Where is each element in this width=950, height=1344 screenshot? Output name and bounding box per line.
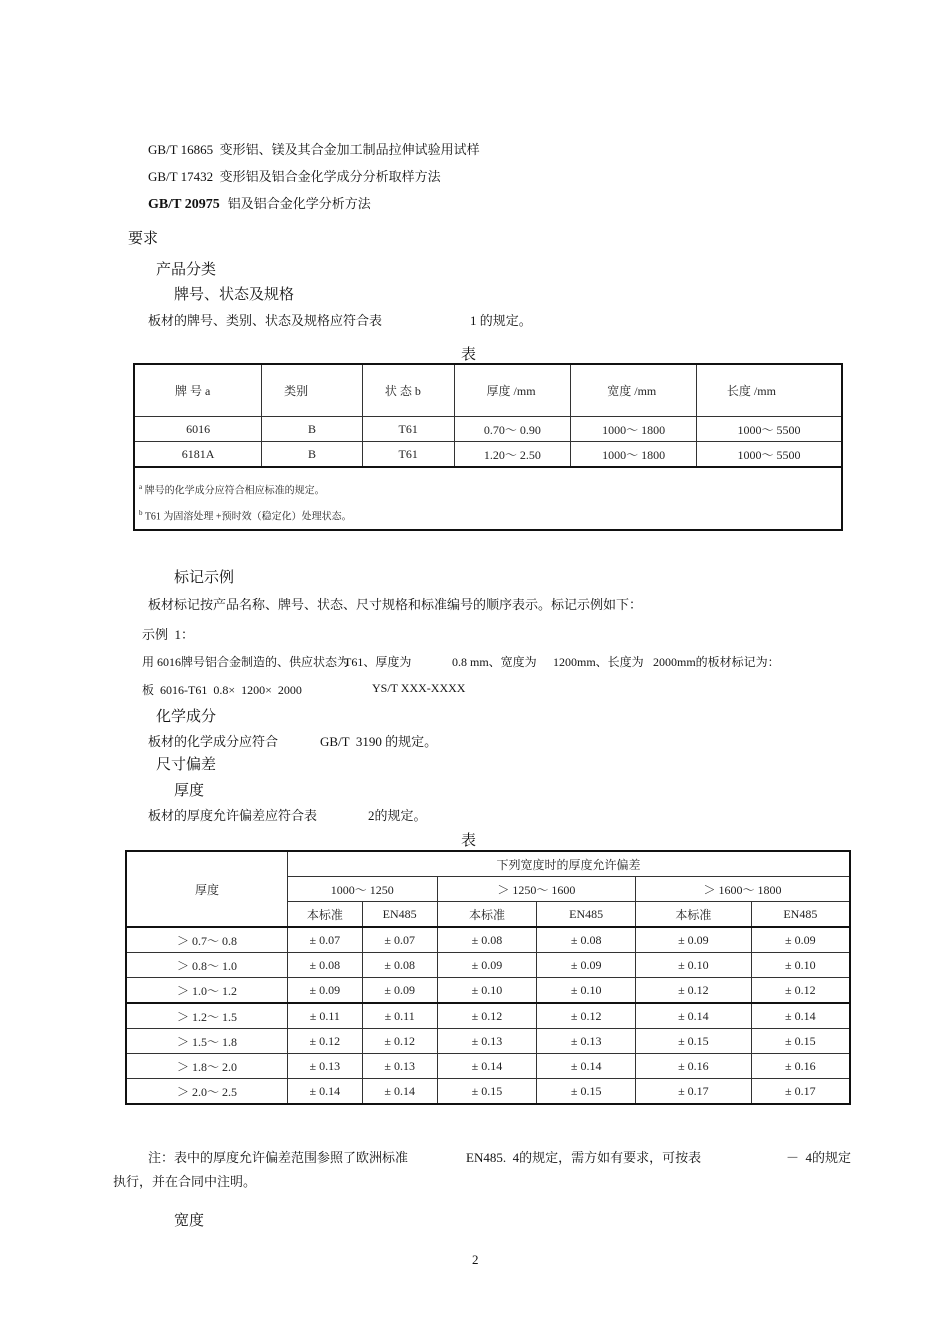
cell: ± 0.14 [537, 1054, 636, 1079]
thick-sentence-a: 板材的厚度允许偏差应符合表 [148, 808, 318, 823]
cell: ± 0.10 [636, 953, 752, 978]
heading-dimension: 尺寸偏差 [156, 755, 217, 773]
example-label: 示例 1： [142, 627, 195, 642]
cell: ＞ 0.8～ 1.0 [126, 953, 287, 978]
table-row [126, 927, 850, 953]
table-header-row [134, 364, 842, 417]
cell: ± 0.14 [362, 1079, 437, 1105]
table1-caption: 表 [461, 345, 477, 363]
heading-classification: 产品分类 [156, 260, 217, 278]
heading-requirements: 要求 [128, 229, 159, 247]
example-mark-a: 板 6016-T61 0.8× 1200× 2000 [142, 683, 302, 697]
cell: 6181A [134, 442, 262, 468]
cell: ± 0.13 [287, 1054, 362, 1079]
header-width: 宽度 /mm [571, 364, 697, 417]
example-c: 0.8 mm、宽度为 [452, 655, 537, 669]
header-grade: 牌 号 a [134, 364, 262, 417]
marking-sentence: 板材标记按产品名称、牌号、状态、尺寸规格和标准编号的顺序表示。标记示例如下： [148, 597, 643, 612]
example-b: T61、厚度为 [344, 655, 412, 669]
cell: ± 0.07 [287, 927, 362, 953]
cell: ± 0.08 [537, 927, 636, 953]
cell: ＞ 1.0～ 1.2 [126, 978, 287, 1004]
header-sub: 本标准 [287, 902, 362, 928]
cell: ± 0.10 [537, 978, 636, 1004]
grade-sentence-b: 1 的规定。 [470, 313, 532, 328]
cell: ± 0.15 [636, 1029, 752, 1054]
table-row [126, 1079, 850, 1105]
cell: 6016 [134, 417, 262, 442]
heading-thickness: 厚度 [174, 781, 205, 799]
cell: ± 0.07 [362, 927, 437, 953]
heading-width: 宽度 [174, 1211, 205, 1229]
example-e: 2000mm的板材标记为： [653, 655, 780, 669]
cell: T61 [362, 417, 454, 442]
grade-sentence-a: 板材的牌号、类别、状态及规格应符合表 [148, 313, 383, 328]
heading-grade-state-spec: 牌号、状态及规格 [174, 285, 295, 303]
cell: 0.70～ 0.90 [454, 417, 571, 442]
table-row [126, 1029, 850, 1054]
cell: ± 0.14 [287, 1079, 362, 1105]
table-row [126, 1054, 850, 1079]
example-mark-b: YS/T XXX-XXXX [372, 681, 466, 695]
thickness-tolerance-table [125, 850, 851, 1105]
header-length: 长度 /mm [696, 364, 842, 417]
thick-sentence-b: 2的规定。 [368, 808, 427, 823]
cell: ± 0.08 [362, 953, 437, 978]
header-category: 类别 [262, 364, 363, 417]
header-state: 状 态 b [362, 364, 454, 417]
cell: ± 0.09 [362, 978, 437, 1004]
example-d: 1200mm、长度为 [553, 655, 644, 669]
cell: B [262, 417, 363, 442]
cell: 1.20～ 2.50 [454, 442, 571, 468]
cell: ± 0.16 [751, 1054, 850, 1079]
cell: ± 0.13 [537, 1029, 636, 1054]
table-header-row [126, 851, 850, 877]
cell: ± 0.12 [537, 1003, 636, 1029]
final-note-b: EN485. 4的规定，需方如有要求，可按表 [466, 1150, 702, 1165]
table-row [126, 1003, 850, 1029]
header-sub: EN485 [537, 902, 636, 928]
final-note-a: 注：表中的厚度允许偏差范围参照了欧洲标准 [148, 1150, 409, 1165]
header-thickness: 厚度 [126, 851, 287, 927]
table-note-b: $^b$ T61 为固溶处理 +预时效（稳定化）处理状态。 [139, 509, 352, 523]
cell: ± 0.14 [636, 1003, 752, 1029]
ref-line-2: GB/T 17432 变形铝及铝合金化学成分分析取样方法 [148, 169, 441, 184]
cell: 1000～ 1800 [571, 417, 697, 442]
cell: ± 0.11 [287, 1003, 362, 1029]
cell: ＞ 2.0～ 2.5 [126, 1079, 287, 1105]
cell: ± 0.08 [437, 927, 537, 953]
header-sub: 本标准 [636, 902, 752, 928]
cell: ± 0.12 [636, 978, 752, 1004]
heading-marking: 标记示例 [174, 568, 235, 586]
final-note-c: － 4的规定 [786, 1150, 852, 1165]
cell: ＞ 1.2～ 1.5 [126, 1003, 287, 1029]
table-row [134, 442, 842, 468]
cell: ± 0.13 [362, 1054, 437, 1079]
cell: ± 0.15 [537, 1079, 636, 1105]
header-sub: 本标准 [437, 902, 537, 928]
cell: ± 0.12 [287, 1029, 362, 1054]
cell: ± 0.09 [287, 978, 362, 1004]
cell: T61 [362, 442, 454, 468]
chem-sentence-a: 板材的化学成分应符合 [148, 734, 279, 749]
cell: ± 0.16 [636, 1054, 752, 1079]
ref-line-3: GB/T 20975 铝及铝合金化学分析方法 [148, 196, 371, 212]
table-note-a: $^a$ 牌号的化学成分应符合相应标准的规定。 [139, 483, 325, 497]
cell: ± 0.12 [362, 1029, 437, 1054]
cell: ± 0.13 [437, 1029, 537, 1054]
example-a: 用 6016牌号铝合金制造的、供应状态为 [142, 655, 350, 669]
header-group: 下列宽度时的厚度允许偏差 [287, 851, 850, 877]
cell: ± 0.09 [751, 927, 850, 953]
cell: 1000～ 5500 [696, 442, 842, 468]
header-width-group: ＞ 1600～ 1800 [636, 877, 850, 902]
cell: ± 0.11 [362, 1003, 437, 1029]
grade-spec-table [133, 363, 843, 531]
header-sub: EN485 [362, 902, 437, 928]
cell: ＞ 0.7～ 0.8 [126, 927, 287, 953]
table-row [134, 417, 842, 442]
cell: 1000～ 5500 [696, 417, 842, 442]
cell: 1000～ 1800 [571, 442, 697, 468]
page-number: 2 [472, 1252, 479, 1267]
cell: ± 0.17 [751, 1079, 850, 1105]
cell: B [262, 442, 363, 468]
cell: ± 0.09 [537, 953, 636, 978]
table-notes [134, 467, 842, 530]
cell: ± 0.12 [437, 1003, 537, 1029]
cell: ＞ 1.5～ 1.8 [126, 1029, 287, 1054]
table-row [126, 953, 850, 978]
cell: ＞ 1.8～ 2.0 [126, 1054, 287, 1079]
cell: ± 0.14 [751, 1003, 850, 1029]
cell: ± 0.15 [751, 1029, 850, 1054]
table-row [126, 978, 850, 1004]
table2-caption: 表 [461, 831, 477, 849]
cell: ± 0.15 [437, 1079, 537, 1105]
cell: ± 0.10 [437, 978, 537, 1004]
header-sub: EN485 [751, 902, 850, 928]
chem-sentence-b: GB/T 3190 的规定。 [320, 734, 438, 749]
cell: ± 0.14 [437, 1054, 537, 1079]
header-width-group: ＞ 1250～ 1600 [437, 877, 635, 902]
cell: ± 0.10 [751, 953, 850, 978]
heading-chemistry: 化学成分 [156, 707, 217, 725]
cell: ± 0.17 [636, 1079, 752, 1105]
cell: ± 0.08 [287, 953, 362, 978]
header-thickness: 厚度 /mm [454, 364, 571, 417]
header-width-group: 1000～ 1250 [287, 877, 437, 902]
cell: ± 0.12 [751, 978, 850, 1004]
final-note-d: 执行，并在合同中注明。 [113, 1174, 257, 1189]
ref-line-1: GB/T 16865 变形铝、镁及其合金加工制品拉伸试验用试样 [148, 142, 480, 157]
cell: ± 0.09 [636, 927, 752, 953]
cell: ± 0.09 [437, 953, 537, 978]
